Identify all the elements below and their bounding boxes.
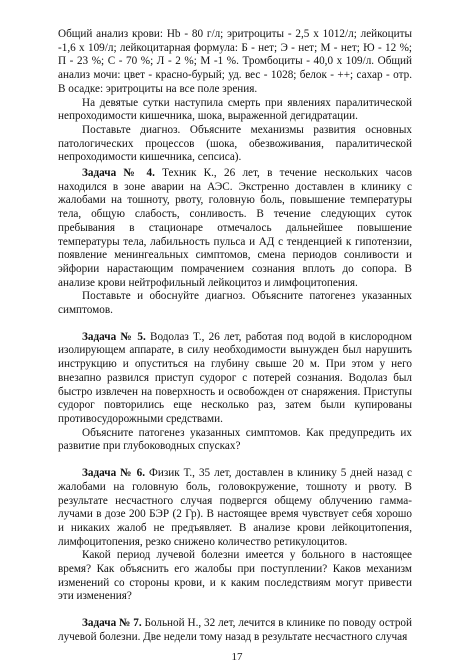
spacer (58, 318, 412, 331)
paragraph-text: Физик Т., 35 лет, доставлен в клинику 5 дней назад с жалобами на головную боль, головокружение, тошноту и рвоту. В результате несчастного случая подвергся общему облучению гамма-лучами в дозе 200 БЭР (2 Гр). В настоящее время чувствует себя хорошо и никаких жалоб не предъявляет. В анализе крови лейкоцитопения, лимфоцитопения, резко снижено количество ретикулоцитов. (58, 467, 412, 548)
paragraph-task7 (58, 617, 412, 644)
paragraph-death-outcome (58, 97, 412, 124)
paragraph-blood-analysis (58, 28, 412, 97)
paragraph-text: Объясните патогенез указанных симптомов. Как предупредить их развитие при глубоководных спусках? (58, 426, 412, 453)
paragraph-task4 (58, 167, 412, 290)
spacer (58, 604, 412, 617)
paragraph-text: Водолаз Т., 26 лет, работая под водой в кислородном изолирующем аппарате, в силу необходимости вынужден был нарушить инструкцию и опуститься на глубину свыше 20 м. При этом у него внезапно развился приступ судорог с потерей сознания. Водолаз был быстро извлечен на поверхность и освобожден от снаряжения. Приступы судорог повторились еще несколько раз, затем были купированы противосудорожными средствами. (58, 330, 412, 425)
paragraph-text: Больной Н., 32 лет, лечится в клинике по поводу острой лучевой болезни. Две недели тому назад в результате несчастного случая (58, 617, 413, 643)
spacer (58, 454, 412, 467)
paragraph-text: На девятые сутки наступила смерть при явлениях паралитической непроходимости кишечника, шока, выраженной дегидратации. (58, 96, 412, 123)
paragraph-text: Поставьте и обоснуйте диагноз. Объясните патогенез указанных симптомов. (58, 290, 412, 317)
task-label: Задача № 7. (82, 617, 142, 630)
paragraph-task4-question (58, 290, 412, 317)
paragraph-task6 (58, 467, 412, 549)
paragraph-text: Общий анализ крови: Hb - 80 г/л; эритроциты - 2,5 x 1012/л; лейкоциты -1,6 x 109/л; лейкоцитарная формула: Б - нет; Э - нет; М - нет; Ю - 12 %; П - 23 %; С - 70 %; Л - 2 %; М -1 %. Тромбоциты - 40,0 x 109/л. Общий анализ мочи: цвет - красно-бурый; уд. вес - 1028; белок - ++; сахар - отр. В осадке: эритроциты на все поле зрения. (58, 28, 412, 95)
paragraph-task6-question (58, 549, 412, 604)
paragraph-text: Поставьте диагноз. Объясните механизмы развития основных патологических процессов (шока, обезвоживания, паралитической непроходимости кишечника, сепсиса). (58, 123, 412, 164)
task-label: Задача № 6. (82, 467, 146, 480)
paragraph-text: Техник К., 26 лет, в течение нескольких часов находился в зоне аварии на АЭС. Экстренно доставлен в клинику с жалобами на тошноту, рвоту, головную боль, повышение температуры тела, общую слабость, сонливость. В течение следующих суток пребывания в стационаре отмечалось дальнейшее повышение температуры тела, лабильность пульса и АД с тенденцией к гипотензии, появление менингеальных симптомов, смена периодов сонливости и эйфории нарастающим помрачением сознания вплоть до сопора. В анализе крови нейтрофильный лейкоцитоз и лимфоцитопения. (58, 167, 412, 289)
paragraph-task5 (58, 331, 412, 427)
paragraph-task5-question (58, 427, 412, 454)
task-label: Задача № 4. (82, 167, 155, 180)
task-label: Задача № 5. (82, 330, 146, 343)
page-number: 17 (231, 651, 243, 663)
paragraph-text: Какой период лучевой болезни имеется у больного в настоящее время? Как объяснить его жалобы при поступлении? Каков механизм изменений со стороны крови, и к каким последствиям могут привести эти изменения? (58, 549, 412, 603)
paragraph-task3-question (58, 124, 412, 165)
